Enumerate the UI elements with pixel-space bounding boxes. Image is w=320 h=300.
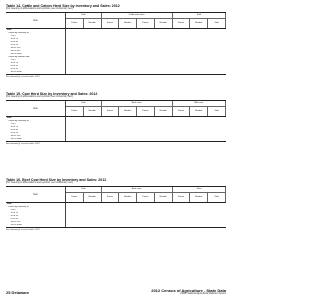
- column-header: Farms: [102, 192, 120, 202]
- row-label-text: Total: [6, 29, 12, 32]
- table-section: [6, 92, 226, 146]
- row-label-text: 20 to 49: [10, 41, 19, 44]
- column-group-header: Total: [66, 187, 102, 193]
- row-label-text: Farms by inventory of:: [8, 120, 30, 123]
- row-label-text: 20 to 49: [10, 129, 19, 132]
- table-note: [For meaning of abbreviations and symbols, see introductory text.]: [6, 96, 74, 99]
- table-section: [6, 4, 226, 79]
- column-header: Farms: [173, 106, 191, 116]
- row-label: [6, 138, 66, 141]
- column-header: Number: [119, 192, 137, 202]
- row-label-text: 1 to 9: [10, 123, 16, 126]
- column-header: Farms: [137, 192, 155, 202]
- column-header: Farms: [137, 106, 155, 116]
- table-header: [6, 13, 226, 32]
- column-header: Farms: [173, 192, 191, 202]
- column-header: Farms: [173, 18, 191, 28]
- row-label-text: 500 or more: [10, 53, 22, 56]
- table-header: [6, 101, 226, 120]
- column-header: Number: [155, 106, 173, 116]
- table-section: [6, 178, 226, 232]
- column-header: Total: [208, 106, 226, 116]
- column-header: Farms: [102, 18, 120, 28]
- stub-header: Item: [6, 101, 66, 116]
- column-header: Farms: [102, 106, 120, 116]
- table-row: [6, 71, 226, 74]
- row-label-text: 1 to 9: [10, 35, 16, 38]
- column-header: Farms: [66, 106, 84, 116]
- row-label-text: 1 to 9: [10, 209, 16, 212]
- column-group-header: Beef cows: [102, 187, 173, 193]
- row-label-text: Total: [6, 203, 12, 206]
- row-label-text: Total: [6, 117, 12, 120]
- row-label-text: 1 to 9: [10, 59, 16, 62]
- row-label-text: 50 to 99: [10, 68, 19, 71]
- column-header: Total: [208, 18, 226, 28]
- row-label-text: 200 to 499: [10, 50, 21, 53]
- column-group-header: Milk cows: [173, 101, 226, 107]
- row-label-text: 100 or more: [10, 71, 22, 74]
- table-title: Table 16. Beef Cow Herd Size by Inventory and Sales: 2012: [6, 178, 107, 182]
- table-note: [For meaning of abbreviations and symbols, see introductory text.]: [6, 182, 74, 185]
- table-title: Table 15. Cow Herd Size by Inventory and Sales: 2012: [6, 92, 98, 96]
- table-note: [For meaning of abbreviations and symbols, see introductory text.]: [6, 8, 74, 11]
- row-label-text: Farms by number sold:: [8, 56, 30, 59]
- row-label-text: 10 to 19: [10, 38, 19, 41]
- column-header: Number: [84, 106, 102, 116]
- page-footer-subtitle: USDA, National Agricultural Statistics Service: [179, 293, 226, 295]
- table-row: [6, 138, 226, 141]
- table-footnote: See footnote(s) at end of table. 2012: [6, 75, 40, 78]
- table-body: [6, 117, 226, 141]
- column-group-header: Other: [173, 187, 226, 193]
- column-group-header: Total: [66, 13, 102, 19]
- row-label-text: 20 to 49: [10, 65, 19, 68]
- column-header: Number: [84, 18, 102, 28]
- page-footer-right: [151, 288, 226, 295]
- row-label-text: Farms by inventory of:: [8, 32, 30, 35]
- table-body: [6, 203, 226, 227]
- row-label-text: 50 to 99: [10, 132, 19, 135]
- data-table: [6, 12, 226, 75]
- column-group-header: Sold: [173, 13, 226, 19]
- column-header: Farms: [137, 18, 155, 28]
- column-header: Number: [84, 192, 102, 202]
- column-header: Number: [119, 106, 137, 116]
- column-header: Farms: [66, 18, 84, 28]
- column-group-header: Total: [66, 101, 102, 107]
- row-label: [6, 224, 66, 227]
- column-header: Number: [155, 18, 173, 28]
- column-group-header: Beef cows: [102, 101, 173, 107]
- data-table: [6, 100, 226, 142]
- table-footnote: See footnote(s) at end of table. 2012: [6, 142, 40, 145]
- table-title: Table 14. Cattle and Calves Herd Size by Inventory and Sales: 2012: [6, 4, 120, 8]
- column-header: Number: [190, 106, 208, 116]
- row-label-text: 10 to 19: [10, 62, 19, 65]
- page-footer-left: 25 Delaware: [6, 290, 30, 295]
- row-label-text: Farms by inventory of:: [8, 206, 30, 209]
- row-label-text: 50 to 99: [10, 44, 19, 47]
- table-footnote: See footnote(s) at end of table. 2012: [6, 228, 40, 231]
- row-label-text: 100 to 199: [10, 135, 21, 138]
- row-label-text: 100 to 199: [10, 47, 21, 50]
- row-label-text: 10 to 19: [10, 212, 19, 215]
- table-row: [6, 224, 226, 227]
- column-header: Number: [155, 192, 173, 202]
- row-label-text: 200 or more: [10, 224, 22, 227]
- row-label-text: 20 to 49: [10, 215, 19, 218]
- table-header: [6, 187, 226, 206]
- column-header: Number: [119, 18, 137, 28]
- row-label-text: 50 to 99: [10, 218, 19, 221]
- stub-header: Item: [6, 13, 66, 28]
- row-label: [6, 71, 66, 74]
- page-footer-title: 2012 Census of Agriculture - State Data: [151, 288, 226, 293]
- column-header: Number: [190, 192, 208, 202]
- column-header: Number: [190, 18, 208, 28]
- stub-header: Item: [6, 187, 66, 202]
- data-table: [6, 186, 226, 228]
- column-header: Farms: [66, 192, 84, 202]
- column-header: Total: [208, 192, 226, 202]
- row-label-text: 10 to 19: [10, 126, 19, 129]
- table-body: [6, 29, 226, 74]
- row-label-text: 100 to 199: [10, 221, 21, 224]
- column-group-header: Cattle and calves: [102, 13, 173, 19]
- row-label-text: 200 or more: [10, 138, 22, 141]
